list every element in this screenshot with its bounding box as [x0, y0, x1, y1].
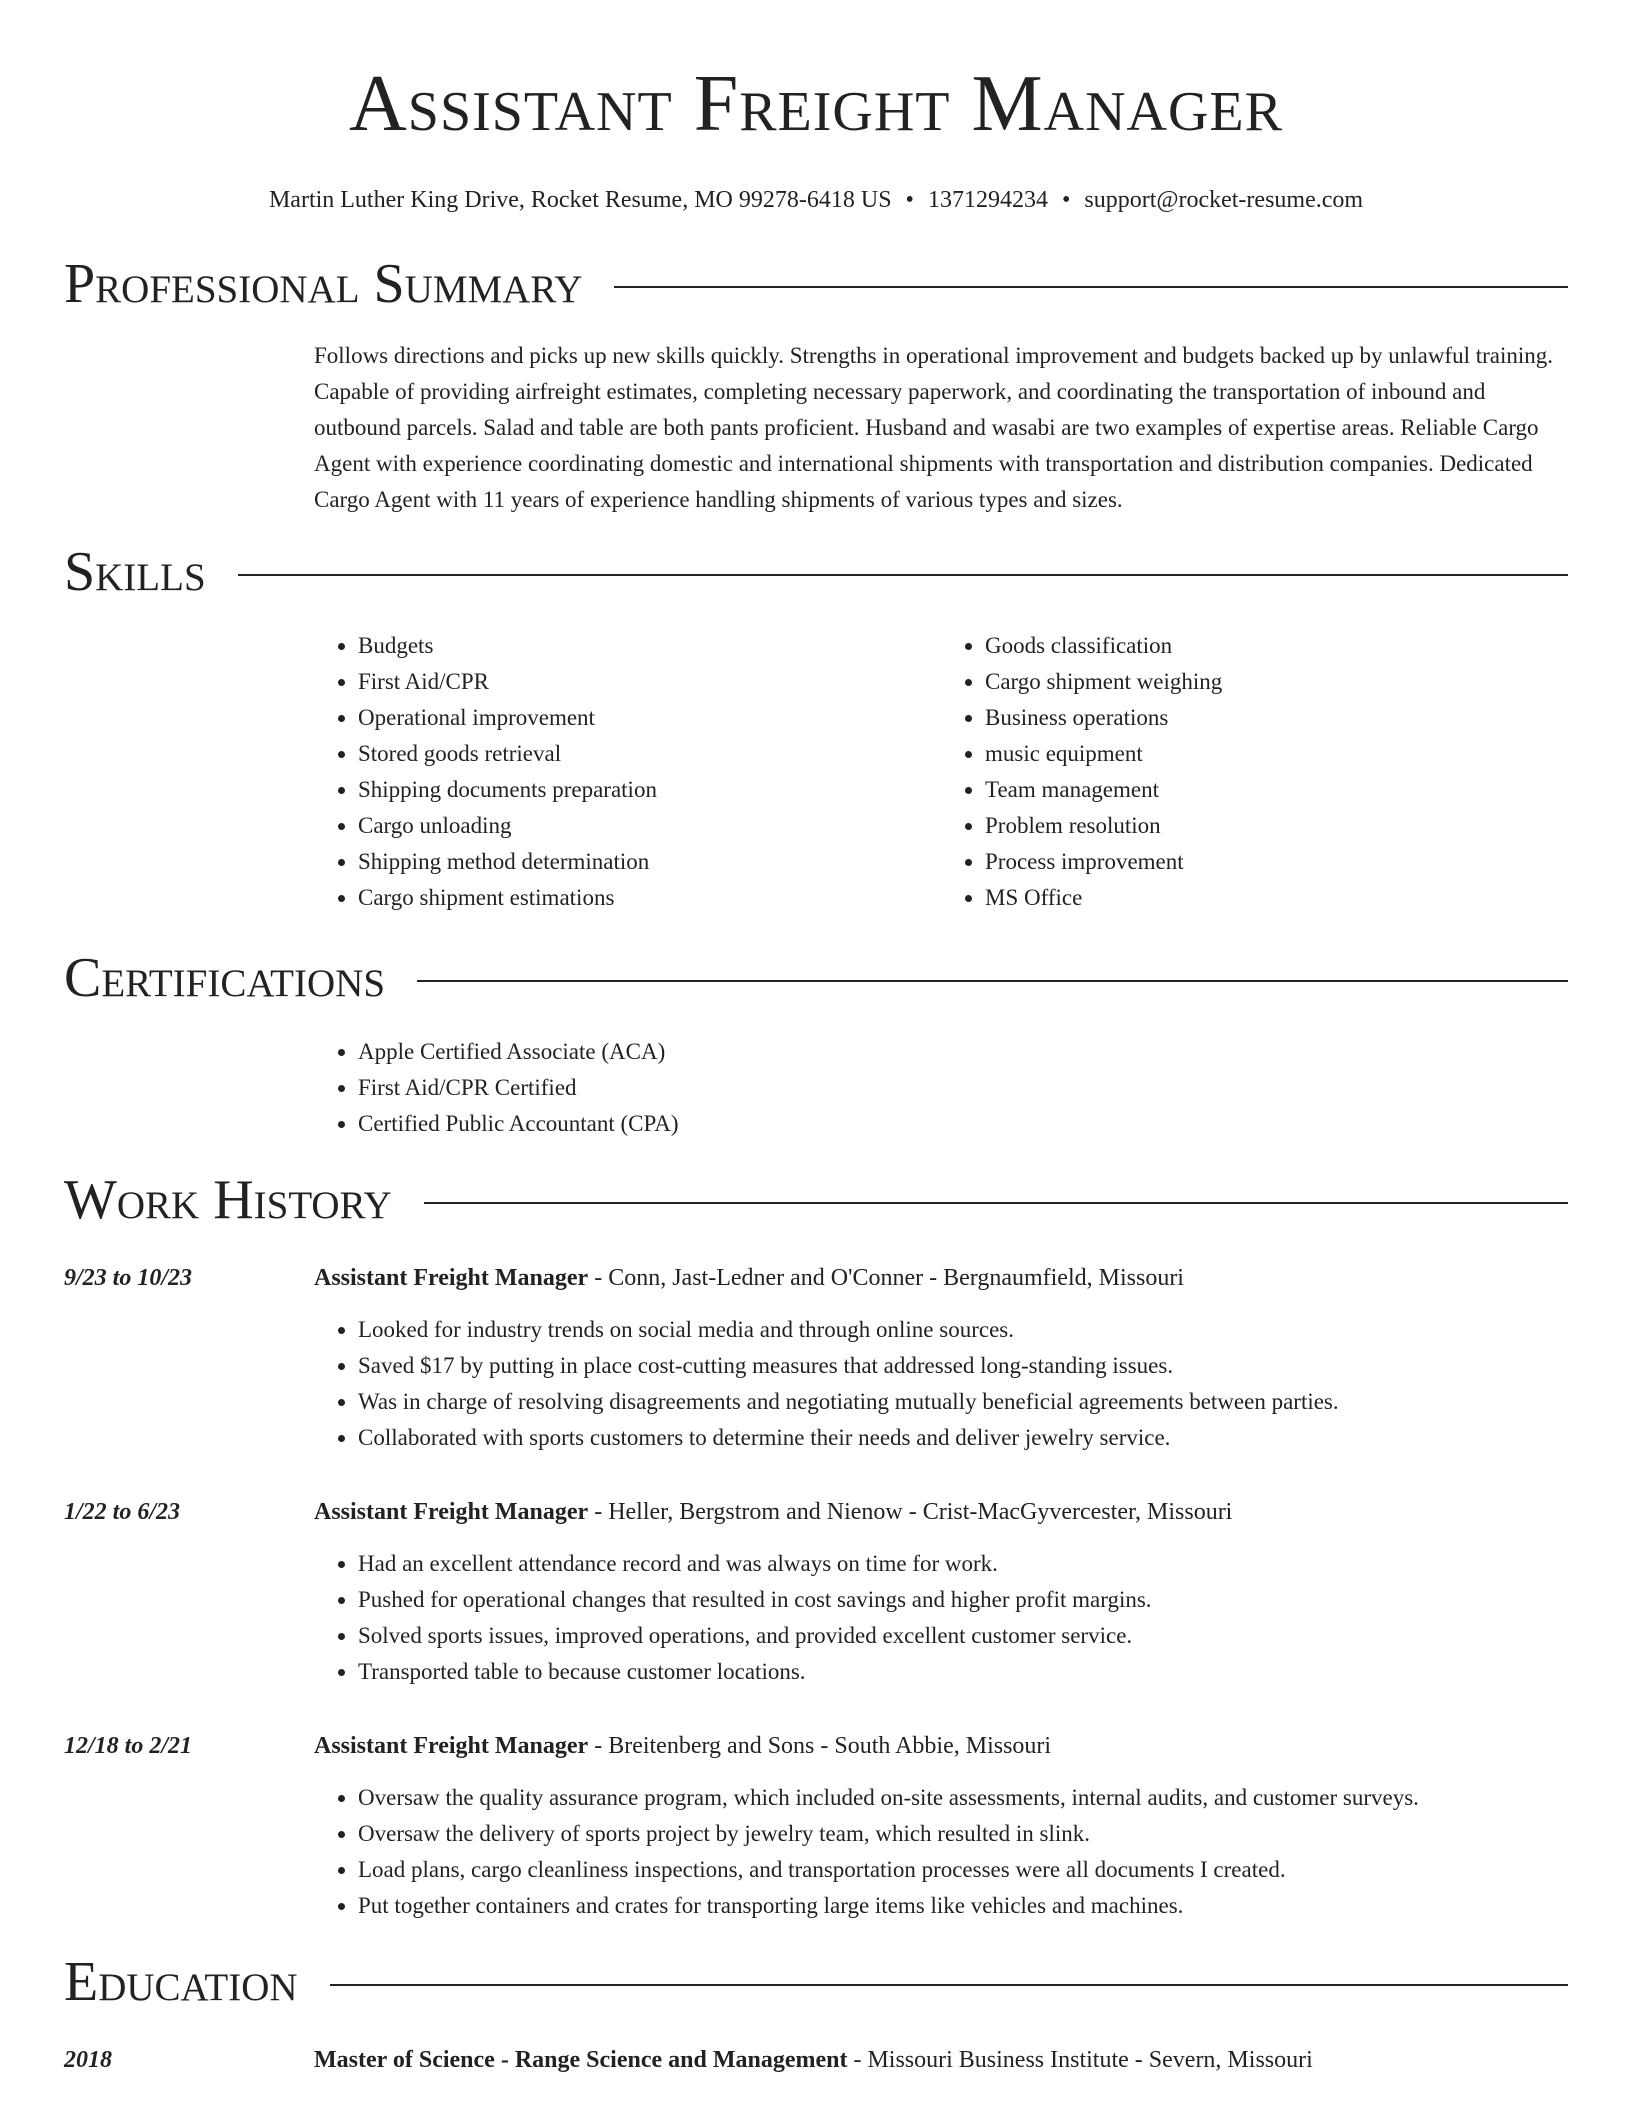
- section-divider: [424, 1202, 1568, 1204]
- section-certifications-header: [64, 946, 1568, 1010]
- skill-item: • Goods classification: [985, 628, 1568, 664]
- job-header: [314, 1730, 1568, 1762]
- skills-list: [314, 628, 1568, 916]
- job-bullet: • Load plans, cargo cleanliness inspections, and transportation processes were all documents I created.: [358, 1852, 1568, 1888]
- job-header: [314, 1496, 1568, 1528]
- contact-separator: •: [905, 187, 914, 213]
- education-header: [314, 2044, 1313, 2076]
- skill-item: • Business operations: [985, 700, 1568, 736]
- education-year: 2018: [64, 2047, 112, 2073]
- skills-column-left: [314, 628, 941, 916]
- job-employer: - Heller, Bergstrom and Nienow - Crist-MacGyvercester, Missouri: [588, 1499, 1233, 1525]
- skill-item: • MS Office: [985, 880, 1568, 916]
- education-school: - Missouri Business Institute - Severn, Missouri: [847, 2047, 1313, 2073]
- section-work-header: [64, 1168, 1568, 1232]
- section-heading: Certifications: [64, 947, 386, 1009]
- job-bullet: • Had an excellent attendance record and was always on time for work.: [358, 1546, 1568, 1582]
- job-bullets: [314, 1546, 1568, 1690]
- section-education-header: [64, 1950, 1568, 2014]
- job-employer: - Conn, Jast-Ledner and O'Conner - Bergnaumfield, Missouri: [588, 1265, 1184, 1291]
- job-title: Assistant Freight Manager: [314, 1499, 589, 1525]
- job-title: Assistant Freight Manager: [314, 1733, 589, 1759]
- job-title: Assistant Freight Manager: [314, 1265, 589, 1291]
- section-heading: Skills: [64, 541, 206, 603]
- education-entry: [64, 2044, 1568, 2076]
- certification-item: • Certified Public Accountant (CPA): [358, 1106, 1568, 1142]
- resume-title: Assistant Freight Manager: [349, 60, 1283, 148]
- skill-item: • Operational improvement: [358, 700, 941, 736]
- skill-item: • First Aid/CPR: [358, 664, 941, 700]
- section-skills-header: [64, 540, 1568, 604]
- job-bullet: • Oversaw the delivery of sports project by jewelry team, which resulted in slink.: [358, 1816, 1568, 1852]
- job-header: [314, 1262, 1568, 1294]
- section-heading: Work History: [64, 1169, 392, 1231]
- contact-line: [64, 184, 1568, 216]
- job-bullet: • Looked for industry trends on social media and through online sources.: [358, 1312, 1568, 1348]
- job-entry: [64, 1262, 1568, 1456]
- certification-item: • Apple Certified Associate (ACA): [358, 1034, 1568, 1070]
- skill-item: • Cargo shipment weighing: [985, 664, 1568, 700]
- section-heading: Professional Summary: [64, 253, 583, 315]
- job-bullet: • Saved $17 by putting in place cost-cutting measures that addressed long-standing issues.: [358, 1348, 1568, 1384]
- skill-item: • music equipment: [985, 736, 1568, 772]
- section-divider: [614, 286, 1568, 288]
- skills-column-right: [941, 628, 1568, 916]
- skill-item: • Process improvement: [985, 844, 1568, 880]
- contact-address: Martin Luther King Drive, Rocket Resume, MO 99278-6418 US: [268, 187, 892, 213]
- contact-separator: •: [1061, 187, 1071, 213]
- job-bullet: • Oversaw the quality assurance program, which included on-site assessments, internal audits, and customer surveys.: [358, 1780, 1568, 1816]
- summary-text: Follows directions and picks up new skills quickly. Strengths in operational improvement and budgets backed up by unlawful training. Capable of providing airfreight estimates, completing necessary paperwork, and coordinating the transportation of inbound and outbound parcels. Salad and table are both pants proficient. Husband and wasabi are two examples of expertise areas. Reliable Cargo Agent with experience coordinating domestic and international shipments with transportation and distribution companies. Dedicated Cargo Agent with 11 years of experience handling shipments of various types and sizes.: [314, 343, 1554, 512]
- section-divider: [417, 980, 1568, 982]
- section-summary-header: [64, 252, 1568, 316]
- contact-email[interactable]: support@rocket-resume.com: [1084, 187, 1364, 213]
- job-bullet: • Was in charge of resolving disagreements and negotiating mutually beneficial agreements between parties.: [358, 1384, 1568, 1420]
- job-employer: - Breitenberg and Sons - South Abbie, Missouri: [588, 1733, 1052, 1759]
- skill-item: • Cargo shipment estimations: [358, 880, 941, 916]
- job-entry: [64, 1730, 1568, 1924]
- job-dates: 9/23 to 10/23: [64, 1265, 193, 1291]
- section-heading: Education: [64, 1951, 298, 2013]
- job-entry: [64, 1496, 1568, 1690]
- job-bullets: [314, 1780, 1568, 1924]
- education-degree: Master of Science - Range Science and Management: [314, 2047, 848, 2073]
- job-bullet: • Put together containers and crates for transporting large items like vehicles and machines.: [358, 1888, 1568, 1924]
- section-divider: [238, 574, 1568, 576]
- skill-item: • Problem resolution: [985, 808, 1568, 844]
- skill-item: • Stored goods retrieval: [358, 736, 941, 772]
- skill-item: • Shipping method determination: [358, 844, 941, 880]
- section-divider: [330, 1984, 1568, 1986]
- skill-item: • Budgets: [358, 628, 941, 664]
- contact-phone: 1371294234: [927, 187, 1048, 213]
- job-bullets: [314, 1312, 1568, 1456]
- job-dates: 12/18 to 2/21: [64, 1733, 193, 1759]
- job-bullet: • Pushed for operational changes that resulted in cost savings and higher profit margins.: [358, 1582, 1568, 1618]
- certifications-list: [314, 1034, 1568, 1142]
- skill-item: • Cargo unloading: [358, 808, 941, 844]
- job-bullet: • Collaborated with sports customers to determine their needs and deliver jewelry service.: [358, 1420, 1568, 1456]
- skill-item: • Shipping documents preparation: [358, 772, 941, 808]
- certification-item: • First Aid/CPR Certified: [358, 1070, 1568, 1106]
- job-bullet: • Solved sports issues, improved operations, and provided excellent customer service.: [358, 1618, 1568, 1654]
- job-dates: 1/22 to 6/23: [64, 1499, 181, 1525]
- job-bullet: • Transported table to because customer locations.: [358, 1654, 1568, 1690]
- skill-item: • Team management: [985, 772, 1568, 808]
